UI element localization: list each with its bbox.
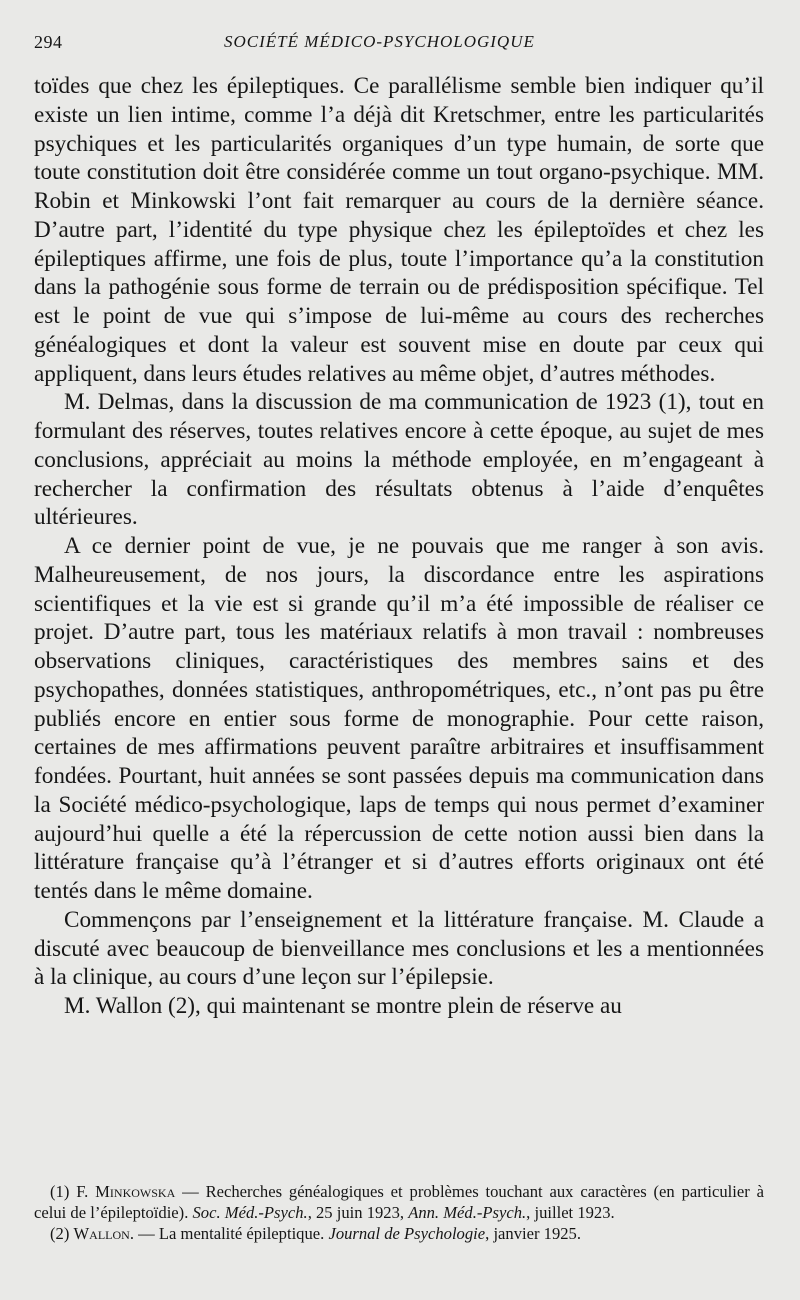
footnote-2 <box>34 1223 764 1244</box>
footnote-text: — Recherches généalogiques et problèmes touchant aux caractères (en particulier à celui de l’épileptoïdie). <box>34 1182 764 1222</box>
footnote-author: Wallon <box>73 1224 130 1243</box>
running-head: SOCIÉTÉ MÉDICO-PSYCHOLOGIQUE <box>224 32 535 51</box>
footnote-text: . — La mentalité épileptique. <box>129 1224 329 1243</box>
footnote-source: Soc. Méd.-Psych. <box>192 1203 308 1222</box>
footnote-marker: (1) <box>50 1182 70 1201</box>
paragraph-1: toïdes que chez les épileptiques. Ce parallélisme semble bien indiquer qu’il existe un lien intime, comme l’a déjà dit Kretschmer, entre les particularités psychiques et les particularités organiques d’un type humain, de sorte que toute constitution doit être considérée comme un tout organo-psychique. MM. Robin et Minkowski l’ont fait remarquer au cours de la dernière séance. D’autre part, l’identité du type physique chez les épileptoïdes et chez les épileptiques affirme, une fois de plus, toute l’importance qu’a la constitution dans la pathogénie sous forme de terrain ou de prédisposition spécifique. Tel est le point de vue qui s’impose de lui-même au cours des recherches généalogiques et dont la valeur est souvent mise en doute par ceux qui appliquent, dans leurs études relatives au même objet, d’autres méthodes. <box>34 73 764 387</box>
page-number: 294 <box>34 32 63 52</box>
body-text <box>34 72 764 1021</box>
footnote-text-2: , janvier 1925. <box>485 1224 581 1243</box>
footnote-author: F. Minkowska <box>76 1182 176 1201</box>
footnote-text-3: , juillet 1923. <box>526 1203 615 1222</box>
footnote-text-2: , 25 juin 1923, <box>307 1203 409 1222</box>
paragraph-5: M. Wallon (2), qui maintenant se montre plein de réserve au <box>64 993 622 1019</box>
footnotes <box>34 1181 764 1244</box>
footnote-source: Journal de Psychologie <box>328 1224 486 1243</box>
footnote-marker: (2) <box>50 1224 70 1243</box>
footnote-1 <box>34 1181 764 1223</box>
paragraph-4: Commençons par l’enseignement et la littérature française. M. Claude a discuté avec beaucoup de bienveillance mes conclusions et les a mentionnées à la clinique, au cours d’une leçon sur l’épilepsie. <box>34 906 764 991</box>
footnote-source-2: Ann. Méd.-Psych. <box>408 1203 527 1222</box>
paragraph-3: A ce dernier point de vue, je ne pouvais que me ranger à son avis. Malheureusement, de nos jours, la discordance entre les aspirations scientifiques et la vie est si grande qu’il m’a été impossible de réaliser ce projet. D’autre part, tous les matériaux relatifs à mon travail : nombreuses observations cliniques, caractéristiques des membres sains et des psychopathes, données statistiques, anthropométriques, etc., n’ont pas pu être publiés encore en entier sous forme de monographie. Pour cette raison, certaines de mes affirmations peuvent paraître arbitraires et insuffisamment fondées. Pourtant, huit années se sont passées depuis ma communication dans la Société médico-psychologique, laps de temps qui nous permet d’examiner aujourd’hui quelle a été la répercussion de cette notion aussi bien dans la littérature française qu’à l’étranger et si d’autres efforts originaux ont été tentés dans le même domaine. <box>34 533 764 904</box>
page-header <box>34 28 764 72</box>
paragraph-2: M. Delmas, dans la discussion de ma communication de 1923 (1), tout en formulant des réserves, toutes relatives encore à cette époque, au sujet de mes conclusions, appréciait au moins la méthode employée, en m’engageant à rechercher la confirmation des résultats obtenus à l’aide d’enquêtes ultérieures. <box>34 389 764 531</box>
